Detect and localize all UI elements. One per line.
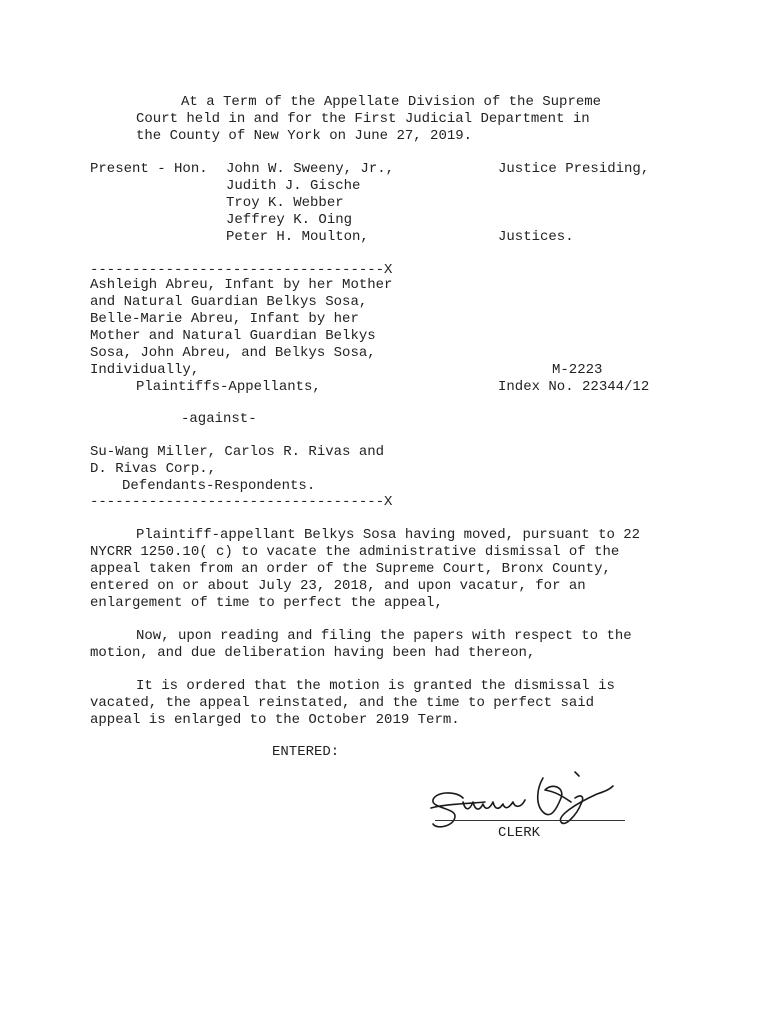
paragraph-line: appeal taken from an order of the Supreme Court, Bronx County, bbox=[90, 561, 611, 577]
present-label: Present - Hon. bbox=[90, 161, 208, 177]
caption-divider-top: -----------------------------------X bbox=[90, 262, 393, 278]
paragraph-line: motion, and due deliberation having been had thereon, bbox=[90, 645, 536, 661]
caption-divider-bottom: -----------------------------------X bbox=[90, 494, 393, 510]
paragraph-line: It is ordered that the motion is granted the dismissal is bbox=[136, 678, 615, 694]
paragraph-line: entered on or about July 23, 2018, and upon vacatur, for an bbox=[90, 578, 586, 594]
justice-name: Peter H. Moulton, bbox=[226, 229, 369, 245]
signature-line bbox=[435, 820, 625, 821]
defendants-role: Defendants-Respondents. bbox=[122, 478, 316, 494]
header-line-1: At a Term of the Appellate Division of the Supreme bbox=[181, 94, 602, 110]
plaintiff-line: Mother and Natural Guardian Belkys bbox=[90, 328, 376, 344]
defendant-line: D. Rivas Corp., bbox=[90, 461, 217, 477]
justice-name: Jeffrey K. Oing bbox=[226, 212, 353, 228]
paragraph-line: NYCRR 1250.10( c) to vacate the administrative dismissal of the bbox=[90, 544, 620, 560]
against-label: -against- bbox=[181, 411, 257, 427]
header-line-2: Court held in and for the First Judicial Department in bbox=[136, 111, 590, 127]
justices-label: Justices. bbox=[498, 229, 574, 245]
justice-name: Judith J. Gische bbox=[226, 178, 361, 194]
header-line-3: the County of New York on June 27, 2019. bbox=[136, 128, 473, 144]
paragraph-line: appeal is enlarged to the October 2019 Term. bbox=[90, 712, 460, 728]
paragraph-line: Now, upon reading and filing the papers with respect to the bbox=[136, 628, 632, 644]
justice-name: Troy K. Webber bbox=[226, 195, 344, 211]
defendant-line: Su-Wang Miller, Carlos R. Rivas and bbox=[90, 444, 385, 460]
paragraph-line: enlargement of time to perfect the appeal, bbox=[90, 595, 443, 611]
plaintiff-line: Ashleigh Abreu, Infant by her Mother bbox=[90, 277, 393, 293]
paragraph-line: Plaintiff-appellant Belkys Sosa having moved, pursuant to 22 bbox=[136, 527, 641, 543]
plaintiff-line: Individually, bbox=[90, 362, 200, 378]
entered-label: ENTERED: bbox=[272, 744, 340, 760]
paragraph-line: vacated, the appeal reinstated, and the time to perfect said bbox=[90, 695, 595, 711]
justice-name: John W. Sweeny, Jr., bbox=[226, 161, 395, 177]
justice-presiding-label: Justice Presiding, bbox=[498, 161, 650, 177]
motion-number: M-2223 bbox=[552, 362, 603, 378]
clerk-label: CLERK bbox=[498, 825, 541, 841]
index-number: Index No. 22344/12 bbox=[498, 379, 650, 395]
plaintiffs-role: Plaintiffs-Appellants, bbox=[136, 379, 321, 395]
plaintiff-line: Sosa, John Abreu, and Belkys Sosa, bbox=[90, 345, 376, 361]
plaintiff-line: Belle-Marie Abreu, Infant by her bbox=[90, 311, 359, 327]
plaintiff-line: and Natural Guardian Belkys Sosa, bbox=[90, 294, 368, 310]
